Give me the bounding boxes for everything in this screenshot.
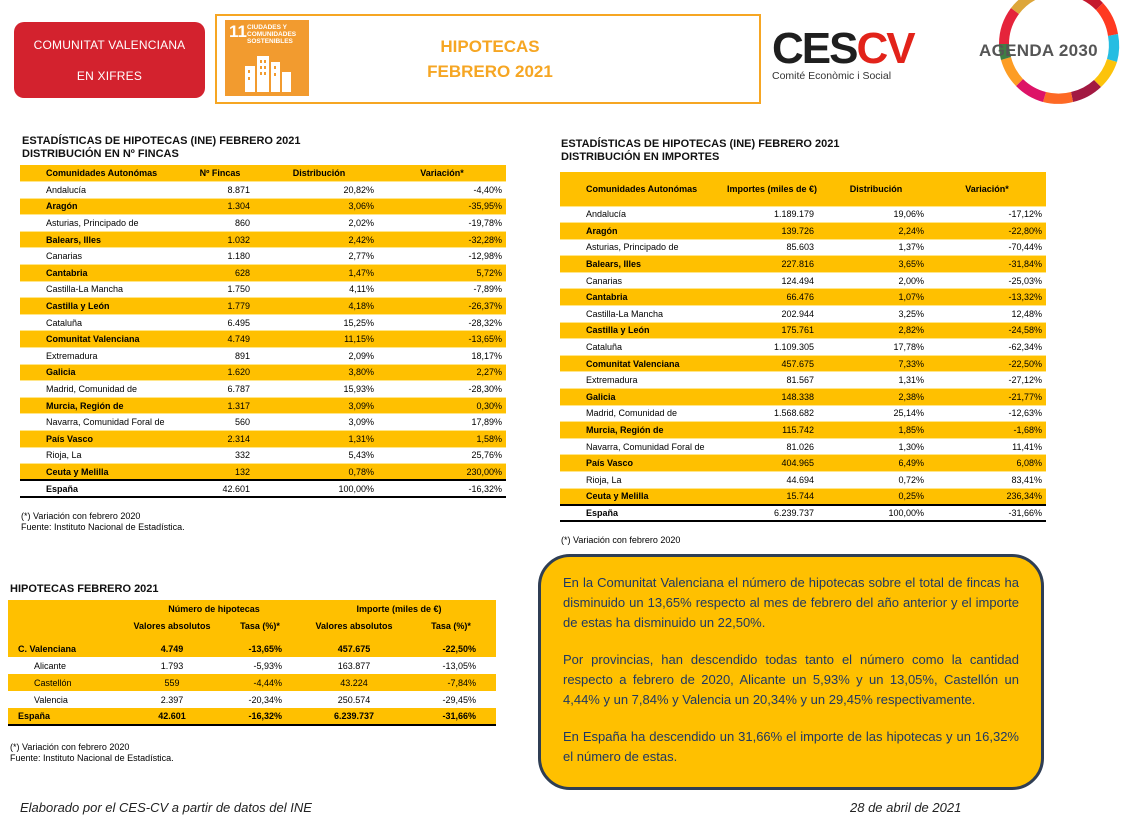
cell-value: -16,32%	[218, 708, 302, 725]
summary-paragraph-1: En la Comunitat Valenciana el número de hipotecas sobre el total de fincas ha disminuido un 13,65% respecto al mes de febrero del año anterior y el importe de estas ha disminuido un 22,50%.	[563, 575, 1019, 630]
column-header: Importes (miles de €)	[726, 183, 818, 194]
region-name: Murcia, Región de	[560, 422, 720, 439]
cell-value: 25,14%	[824, 405, 928, 422]
cell-value: 3,09%	[260, 414, 378, 431]
table-total-row	[20, 480, 506, 497]
cell-value: 250.574	[337, 694, 371, 705]
table-row	[8, 674, 496, 691]
sub-header: Valores absolutos	[133, 620, 211, 631]
column-header: Comunidades Autonómas	[46, 168, 158, 179]
cell-value: 2,38%	[824, 389, 928, 406]
region-name: Comunitat Valenciana	[20, 331, 180, 348]
cell-value: -13,65%	[248, 643, 282, 654]
cell-value: 6.787	[180, 381, 260, 398]
cell-value: 1.317	[180, 397, 260, 414]
cell-value: 332	[180, 447, 260, 464]
title-line2: FEBRERO 2021	[427, 62, 553, 81]
region-name: Extremadura	[20, 348, 180, 365]
cell-value: -31,66%	[406, 708, 496, 725]
cell-value: 227.816	[720, 256, 824, 273]
resumen-note2: Fuente: Instituto Nacional de Estadística.	[10, 753, 174, 763]
row-label: España	[8, 708, 126, 725]
cescv-org-name: Comité Econòmic i Social	[772, 70, 892, 82]
cell-value: 3,25%	[824, 306, 928, 323]
fincas-title	[22, 135, 301, 161]
cell-value: 2,77%	[260, 248, 378, 265]
cell-value: -20,34%	[248, 694, 282, 705]
cell-value: 115.742	[720, 422, 824, 439]
region-name: Cataluña	[20, 314, 180, 331]
cell-value: 19,06%	[824, 206, 928, 223]
page-title	[417, 34, 563, 84]
cescv-logo-b: CV	[856, 24, 914, 73]
cell-value: 1,85%	[824, 422, 928, 439]
cell-value: 1.109.305	[720, 339, 824, 356]
cell-value: 18,17%	[378, 348, 506, 365]
cell-value: 560	[180, 414, 260, 431]
table-row	[20, 248, 506, 265]
cell-value: 1,47%	[260, 265, 378, 282]
region-name: Cantabria	[20, 265, 180, 282]
cell-value: 15.744	[720, 488, 824, 505]
cell-value: -19,78%	[378, 215, 506, 232]
total-label: España	[560, 505, 720, 522]
cell-value: 2,00%	[824, 272, 928, 289]
cell-value: 1,58%	[378, 431, 506, 448]
title-box	[215, 14, 761, 104]
sdg-text: CIUDADES Y COMUNIDADES SOSTENIBLES	[247, 24, 297, 45]
cell-value: -7,84%	[447, 677, 476, 688]
table-total-row	[560, 505, 1046, 522]
table-row	[560, 322, 1046, 339]
cell-value: 3,09%	[260, 397, 378, 414]
total-value: 6.239.737	[720, 505, 824, 522]
cell-value: 83,41%	[928, 472, 1046, 489]
fincas-table	[20, 165, 506, 498]
region-name: Asturias, Principado de	[20, 215, 180, 232]
table-row	[560, 206, 1046, 223]
resumen-title: HIPOTECAS FEBRERO 2021	[10, 583, 159, 595]
badge-line1: COMUNITAT VALENCIANA	[33, 37, 186, 52]
importes-title-line1: ESTADÍSTICAS DE HIPOTECAS (INE) FEBRERO 2021	[561, 138, 840, 150]
cell-value: 1,30%	[824, 438, 928, 455]
cell-value: 628	[180, 265, 260, 282]
row-label: Alicante	[34, 660, 67, 671]
table-row	[20, 231, 506, 248]
table-row	[20, 265, 506, 282]
cescv-logo-a: CES	[772, 24, 857, 73]
region-name: Madrid, Comunidad de	[560, 405, 720, 422]
cell-value: 0,25%	[824, 488, 928, 505]
sub-header: Tasa (%)*	[240, 620, 280, 631]
fincas-note2: Fuente: Instituto Nacional de Estadística.	[21, 522, 185, 532]
table-row	[8, 691, 496, 708]
cell-value: 44.694	[720, 472, 824, 489]
cell-value: 11,15%	[260, 331, 378, 348]
total-value: 100,00%	[260, 480, 378, 497]
cell-value: 1,31%	[824, 372, 928, 389]
cell-value: 1.568.682	[720, 405, 824, 422]
importes-title	[561, 138, 840, 164]
table-row	[560, 438, 1046, 455]
cell-value: 17,89%	[378, 414, 506, 431]
cell-value: 2,24%	[824, 223, 928, 240]
group-header-amount: Importe (miles de €)	[356, 603, 442, 614]
cell-value: 2.397	[160, 694, 184, 705]
column-header: Distribución	[849, 183, 903, 194]
cell-value: -21,77%	[928, 389, 1046, 406]
region-name: Navarra, Comunidad Foral de	[560, 438, 720, 455]
total-value: 100,00%	[824, 505, 928, 522]
table-row	[560, 372, 1046, 389]
cell-value: 891	[180, 348, 260, 365]
cell-value: 25,76%	[378, 447, 506, 464]
comunitat-valenciana-badge	[14, 22, 205, 98]
region-name: Galicia	[560, 389, 720, 406]
region-name: Castilla y León	[20, 298, 180, 315]
region-name: Extremadura	[560, 372, 720, 389]
region-name: Rioja, La	[20, 447, 180, 464]
table-row	[20, 198, 506, 215]
region-name: Andalucía	[20, 182, 180, 199]
fincas-title-line2: DISTRIBUCIÓN EN Nº FINCAS	[22, 148, 179, 160]
cell-value: 1,07%	[824, 289, 928, 306]
region-name: Aragón	[20, 198, 180, 215]
table-row	[20, 298, 506, 315]
cell-value: 7,33%	[824, 355, 928, 372]
resumen-table	[8, 600, 496, 726]
cell-value: 42.601	[126, 708, 218, 725]
summary-paragraph-3: En España ha descendido un 31,66% el importe de las hipotecas y un 16,32% el número de estas.	[563, 729, 1019, 764]
table-row	[20, 314, 506, 331]
cell-value: 3,65%	[824, 256, 928, 273]
table-row	[560, 289, 1046, 306]
cell-value: -70,44%	[928, 239, 1046, 256]
table-row	[20, 182, 506, 199]
cell-value: 6,08%	[928, 455, 1046, 472]
cell-value: 0,30%	[378, 397, 506, 414]
region-name: Ceuta y Melilla	[20, 464, 180, 481]
cell-value: -28,32%	[378, 314, 506, 331]
cell-value: 1.620	[180, 364, 260, 381]
region-name: Canarias	[20, 248, 180, 265]
table-row	[20, 431, 506, 448]
cell-value: 4.749	[160, 643, 184, 654]
cell-value: 404.965	[720, 455, 824, 472]
cell-value: 81.026	[720, 438, 824, 455]
agenda-2030-logo	[975, 0, 1138, 118]
column-header: Nº Fincas	[199, 168, 241, 179]
cell-value: -22,50%	[928, 355, 1046, 372]
region-name: Murcia, Región de	[20, 397, 180, 414]
region-name: Comunitat Valenciana	[560, 355, 720, 372]
cell-value: 66.476	[720, 289, 824, 306]
region-name: Castilla y León	[560, 322, 720, 339]
cell-value: 559	[164, 677, 180, 688]
cell-value: -27,12%	[928, 372, 1046, 389]
cell-value: 11,41%	[928, 438, 1046, 455]
cell-value: 3,06%	[260, 198, 378, 215]
cell-value: -13,05%	[442, 660, 476, 671]
region-name: Balears, Illes	[560, 256, 720, 273]
badge-line2: EN XIFRES	[76, 68, 143, 83]
region-name: Rioja, La	[560, 472, 720, 489]
cell-value: -4,44%	[253, 677, 282, 688]
group-header-row	[8, 600, 496, 617]
column-header: Variación*	[965, 183, 1009, 194]
region-name: Aragón	[560, 223, 720, 240]
fincas-note1: (*) Variación con febrero 2020	[21, 511, 141, 521]
table-row	[20, 397, 506, 414]
cell-value: -12,63%	[928, 405, 1046, 422]
region-name: Castilla-La Mancha	[20, 281, 180, 298]
cell-value: 15,25%	[260, 314, 378, 331]
sdg11-icon	[225, 20, 309, 96]
cell-value: 132	[180, 464, 260, 481]
cell-value: 236,34%	[928, 488, 1046, 505]
cell-value: -1,68%	[928, 422, 1046, 439]
cell-value: 163.877	[337, 660, 371, 671]
cell-value: 1,31%	[260, 431, 378, 448]
table-row	[20, 447, 506, 464]
footer-date: 28 de abril de 2021	[850, 800, 962, 815]
total-value: 42.601	[180, 480, 260, 497]
table-row	[560, 306, 1046, 323]
column-header: Distribución	[292, 168, 346, 179]
resumen-notes	[10, 742, 174, 764]
cell-value: 8.871	[180, 182, 260, 199]
cell-value: 5,72%	[378, 265, 506, 282]
cell-value: -29,45%	[442, 694, 476, 705]
table-row	[560, 455, 1046, 472]
cell-value: 2.314	[180, 431, 260, 448]
table-header-row	[20, 165, 506, 182]
importes-table	[560, 172, 1046, 522]
cell-value: 1.793	[160, 660, 184, 671]
table-row	[20, 464, 506, 481]
table-row	[20, 381, 506, 398]
cell-value: 12,48%	[928, 306, 1046, 323]
cell-value: 81.567	[720, 372, 824, 389]
table-row	[8, 708, 496, 725]
cell-value: -31,84%	[928, 256, 1046, 273]
cell-value: 202.944	[720, 306, 824, 323]
cell-value: 860	[180, 215, 260, 232]
region-name: Galicia	[20, 364, 180, 381]
cell-value: -26,37%	[378, 298, 506, 315]
cell-value: 124.494	[720, 272, 824, 289]
column-header: Comunidades Autonómas	[586, 183, 698, 194]
table-row	[560, 422, 1046, 439]
cell-value: 43.224	[340, 677, 368, 688]
region-name: Madrid, Comunidad de	[20, 381, 180, 398]
column-header: Variación*	[420, 168, 464, 179]
cell-value: 20,82%	[260, 182, 378, 199]
resumen-note1: (*) Variación con febrero 2020	[10, 742, 130, 752]
importes-note1: (*) Variación con febrero 2020	[561, 535, 681, 545]
region-name: Balears, Illes	[20, 231, 180, 248]
total-value: -16,32%	[378, 480, 506, 497]
cell-value: -24,58%	[928, 322, 1046, 339]
cell-value: -7,89%	[378, 281, 506, 298]
region-name: Castilla-La Mancha	[560, 306, 720, 323]
region-name: Cantabria	[560, 289, 720, 306]
table-row	[560, 339, 1046, 356]
sub-header-row	[8, 617, 496, 634]
sub-header: Valores absolutos	[315, 620, 393, 631]
fincas-notes	[21, 511, 185, 533]
cell-value: -62,34%	[928, 339, 1046, 356]
cell-value: 1.032	[180, 231, 260, 248]
cell-value: -32,28%	[378, 231, 506, 248]
region-name: Navarra, Comunidad Foral de	[20, 414, 180, 431]
cell-value: 2,27%	[378, 364, 506, 381]
agenda-text: AGENDA 2030	[979, 41, 1098, 60]
cell-value: -35,95%	[378, 198, 506, 215]
cell-value: -28,30%	[378, 381, 506, 398]
cell-value: -5,93%	[253, 660, 282, 671]
table-row	[20, 215, 506, 232]
summary-textbox	[538, 554, 1044, 790]
table-row	[560, 405, 1046, 422]
region-name: Andalucía	[560, 206, 720, 223]
row-label: Castellón	[34, 677, 72, 688]
region-name: País Vasco	[20, 431, 180, 448]
city-buildings-icon	[243, 50, 293, 92]
cell-value: 1.779	[180, 298, 260, 315]
table-row	[560, 272, 1046, 289]
cell-value: 2,82%	[824, 322, 928, 339]
cell-value: -25,03%	[928, 272, 1046, 289]
cell-value: 1,37%	[824, 239, 928, 256]
cell-value: 2,42%	[260, 231, 378, 248]
cell-value: -13,32%	[928, 289, 1046, 306]
table-row	[20, 348, 506, 365]
region-name: Asturias, Principado de	[560, 239, 720, 256]
region-name: Ceuta y Melilla	[560, 488, 720, 505]
total-label: España	[20, 480, 180, 497]
cell-value: 17,78%	[824, 339, 928, 356]
cell-value: 1.180	[180, 248, 260, 265]
cell-value: 2,09%	[260, 348, 378, 365]
cell-value: 1.304	[180, 198, 260, 215]
title-line1: HIPOTECAS	[440, 37, 540, 56]
cell-value: -17,12%	[928, 206, 1046, 223]
row-label: C. Valenciana	[18, 643, 77, 654]
cell-value: -12,98%	[378, 248, 506, 265]
total-value: -31,66%	[928, 505, 1046, 522]
cell-value: -22,80%	[928, 223, 1046, 240]
table-row	[560, 256, 1046, 273]
summary-paragraph-2: Por provincias, han descendido todas tanto el número como la cantidad respecto a febrero de 2020, Alicante un 5,93% y un 13,05%, Castellón un 4,44% y un 7,84% y Valencia un 20,34% y un 29,45% respectivamente.	[563, 652, 1019, 707]
cell-value: 0,72%	[824, 472, 928, 489]
cell-value: 3,80%	[260, 364, 378, 381]
cell-value: 6.239.737	[302, 708, 406, 725]
cell-value: 5,43%	[260, 447, 378, 464]
table-row	[8, 640, 496, 657]
cell-value: 457.675	[720, 355, 824, 372]
cell-value: 4,11%	[260, 281, 378, 298]
cell-value: 230,00%	[378, 464, 506, 481]
table-row	[20, 331, 506, 348]
group-header-number: Número de hipotecas	[168, 603, 260, 614]
cell-value: -22,50%	[442, 643, 476, 654]
cell-value: 4,18%	[260, 298, 378, 315]
importes-title-line2: DISTRIBUCIÓN EN IMPORTES	[561, 151, 720, 163]
table-header-row	[560, 172, 1046, 206]
table-row	[560, 472, 1046, 489]
cell-value: -13,65%	[378, 331, 506, 348]
region-name: País Vasco	[560, 455, 720, 472]
table-row	[20, 364, 506, 381]
table-row	[20, 281, 506, 298]
table-row	[8, 657, 496, 674]
cell-value: 6,49%	[824, 455, 928, 472]
region-name: Canarias	[560, 272, 720, 289]
cell-value: -4,40%	[378, 182, 506, 199]
cell-value: 4.749	[180, 331, 260, 348]
table-row	[560, 389, 1046, 406]
cell-value: 2,02%	[260, 215, 378, 232]
footer-credit: Elaborado por el CES-CV a partir de datos del INE	[20, 800, 312, 815]
fincas-title-line1: ESTADÍSTICAS DE HIPOTECAS (INE) FEBRERO 2021	[22, 135, 301, 147]
sub-header: Tasa (%)*	[431, 620, 471, 631]
cell-value: 15,93%	[260, 381, 378, 398]
cell-value: 457.675	[337, 643, 371, 654]
cell-value: 1.750	[180, 281, 260, 298]
cell-value: 1.189.179	[720, 206, 824, 223]
table-row	[560, 488, 1046, 505]
table-row	[560, 239, 1046, 256]
cescv-logo	[772, 26, 932, 96]
table-row	[20, 414, 506, 431]
cell-value: 175.761	[720, 322, 824, 339]
cell-value: 6.495	[180, 314, 260, 331]
cell-value: 0,78%	[260, 464, 378, 481]
row-label: Valencia	[34, 694, 68, 705]
region-name: Cataluña	[560, 339, 720, 356]
cell-value: 148.338	[720, 389, 824, 406]
table-row	[560, 355, 1046, 372]
cell-value: 139.726	[720, 223, 824, 240]
cell-value: 85.603	[720, 239, 824, 256]
table-row	[560, 223, 1046, 240]
sdg-number: 11	[229, 22, 247, 41]
